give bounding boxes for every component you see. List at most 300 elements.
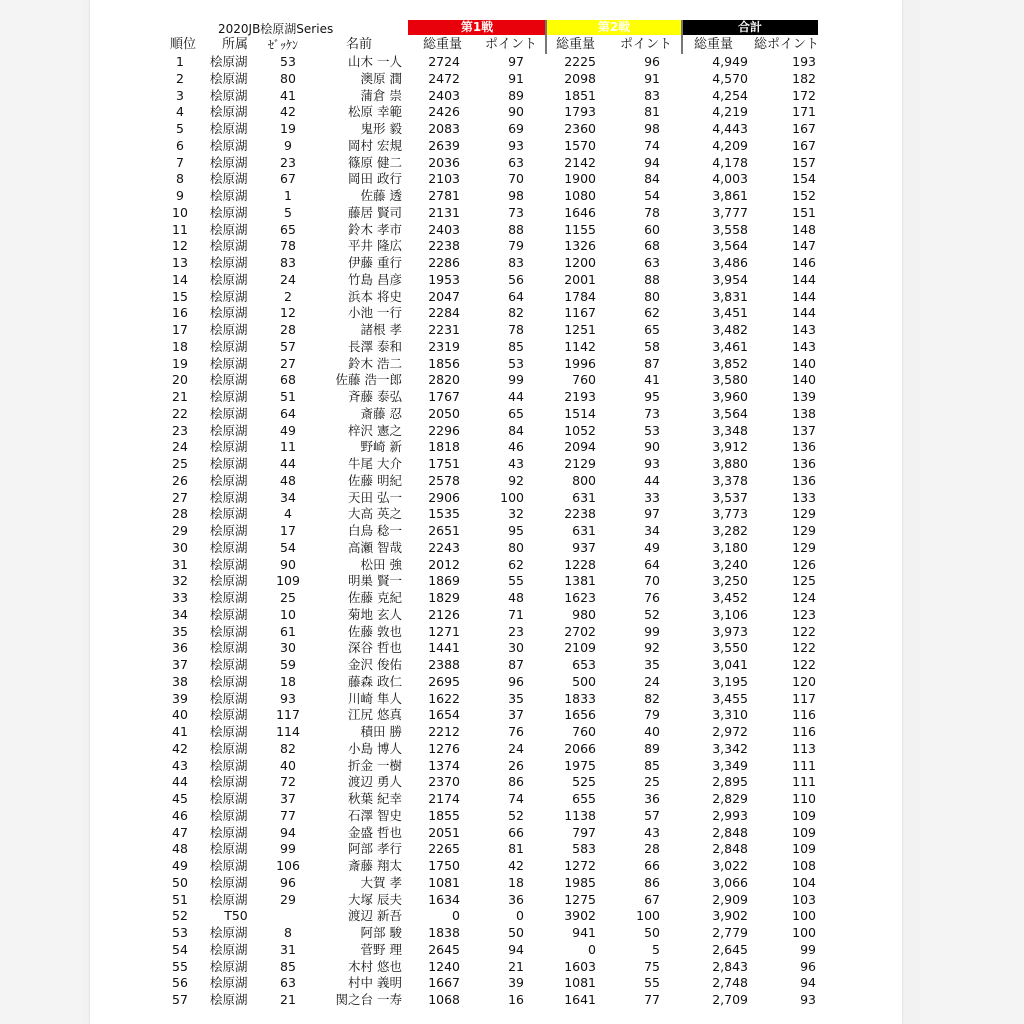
total-header: 合計 (682, 20, 818, 35)
name-cell: 浜本 将史 (348, 288, 402, 304)
round1-weight-cell: 2820 (428, 372, 460, 388)
total-weight-cell: 3,041 (712, 657, 748, 672)
rank-cell: 42 (172, 740, 188, 756)
round2-points-cell: 54 (644, 188, 660, 203)
round2-points-cell: 60 (644, 221, 660, 237)
rank-cell: 35 (172, 623, 188, 639)
round2-weight-cell: 631 (572, 489, 596, 505)
round2-points-cell: 78 (644, 204, 660, 220)
table-row (90, 289, 902, 306)
total-points-cell: 140 (792, 372, 816, 388)
round2-points-cell: 76 (644, 590, 660, 605)
round1-weight-cell: 1869 (428, 573, 460, 589)
bib-cell: 49 (280, 422, 296, 438)
total-points-cell: 100 (792, 925, 816, 940)
rank-cell: 19 (172, 355, 188, 371)
round2-weight-cell: 1833 (564, 690, 596, 706)
round2-points-cell: 33 (644, 489, 660, 505)
round2-weight-cell: 980 (572, 606, 596, 622)
round2-points-cell: 75 (644, 958, 660, 974)
table-row (90, 674, 902, 691)
total-points-cell: 113 (792, 740, 816, 756)
round2-points-cell: 34 (644, 523, 660, 538)
table-row (90, 724, 902, 741)
round1-weight-cell: 2403 (428, 87, 460, 103)
round2-weight-cell: 500 (572, 673, 596, 689)
rank-cell: 50 (172, 874, 188, 890)
total-weight-cell: 3,452 (712, 590, 748, 605)
round2-weight-cell: 1996 (564, 355, 596, 371)
bib-cell: 11 (280, 439, 296, 455)
table-row (90, 925, 902, 942)
table-row (90, 205, 902, 222)
round2-weight-cell: 1514 (564, 405, 596, 421)
name-cell: 白鳥 稔一 (348, 523, 402, 538)
bib-cell: 85 (280, 958, 296, 974)
name-cell: 折金 一樹 (348, 757, 402, 773)
total-weight-cell: 2,829 (712, 791, 748, 806)
club-cell: 桧原湖 (210, 958, 248, 974)
round1-points-cell: 92 (508, 472, 524, 488)
round1-weight-cell: 2781 (428, 188, 460, 203)
total-points-cell: 103 (792, 891, 816, 907)
name-cell: 梓沢 憲之 (348, 422, 402, 438)
total-points-cell: 124 (792, 590, 816, 605)
name-cell: 竹島 昌彦 (348, 271, 402, 287)
club-cell: 桧原湖 (210, 891, 248, 907)
club-cell: 桧原湖 (210, 405, 248, 421)
header-points1: ポイント (485, 37, 538, 52)
bib-cell: 34 (280, 489, 296, 505)
club-cell: 桧原湖 (210, 539, 248, 555)
total-weight-cell: 2,748 (712, 975, 748, 991)
bib-cell: 23 (280, 154, 296, 170)
total-weight-cell: 3,342 (712, 740, 748, 756)
total-weight-cell: 3,564 (712, 405, 748, 421)
column-divider (681, 20, 683, 54)
name-cell: 澳原 潤 (360, 70, 402, 86)
club-cell: 桧原湖 (210, 590, 248, 605)
round2-points-cell: 94 (644, 154, 660, 170)
name-cell: 佐藤 明紀 (348, 472, 402, 488)
table-row (90, 992, 902, 1009)
table-row (90, 356, 902, 373)
total-weight-cell: 3,349 (712, 757, 748, 773)
round2-weight-cell: 3902 (564, 908, 596, 924)
club-cell: 桧原湖 (210, 288, 248, 304)
round2-points-cell: 74 (644, 137, 660, 153)
bib-cell: 31 (280, 941, 296, 957)
round1-weight-cell: 2645 (428, 941, 460, 957)
club-cell: 桧原湖 (210, 338, 248, 354)
round1-weight-cell: 1750 (428, 858, 460, 873)
bib-cell: 94 (280, 824, 296, 840)
bib-cell: 9 (284, 137, 292, 153)
total-points-cell: 99 (800, 941, 816, 957)
club-cell: 桧原湖 (210, 271, 248, 287)
round1-weight-cell: 1068 (428, 992, 460, 1007)
round2-points-cell: 81 (644, 104, 660, 120)
total-weight-cell: 3,550 (712, 640, 748, 656)
round1-weight-cell: 2047 (428, 288, 460, 304)
round2-weight-cell: 2702 (564, 623, 596, 639)
rank-cell: 43 (172, 757, 188, 773)
total-points-cell: 136 (792, 456, 816, 471)
rank-cell: 32 (172, 573, 188, 589)
rank-cell: 38 (172, 673, 188, 689)
round2-weight-cell: 583 (572, 841, 596, 857)
bib-cell: 53 (280, 54, 296, 69)
round1-weight-cell: 2238 (428, 238, 460, 254)
club-cell: 桧原湖 (210, 858, 248, 873)
round2-points-cell: 96 (644, 54, 660, 69)
round1-weight-cell: 2265 (428, 841, 460, 857)
name-cell: 阿部 孝行 (348, 841, 402, 857)
club-cell: 桧原湖 (210, 774, 248, 790)
round2-points-cell: 85 (644, 757, 660, 773)
round2-points-cell: 91 (644, 70, 660, 86)
rank-cell: 48 (172, 841, 188, 857)
round1-points-cell: 95 (508, 523, 524, 538)
table-row (90, 305, 902, 322)
total-weight-cell: 3,106 (712, 606, 748, 622)
total-weight-cell: 3,378 (712, 472, 748, 488)
table-row (90, 875, 902, 892)
round2-points-cell: 44 (644, 472, 660, 488)
total-points-cell: 120 (792, 673, 816, 689)
name-cell: 明巣 賢一 (348, 573, 402, 589)
total-weight-cell: 4,219 (712, 104, 748, 120)
round2-points-cell: 52 (644, 606, 660, 622)
round1-points-cell: 56 (508, 271, 524, 287)
table-row (90, 975, 902, 992)
table-row (90, 339, 902, 356)
name-cell: 佐藤 浩一郎 (335, 372, 402, 388)
bib-cell: 24 (280, 271, 296, 287)
club-cell: 桧原湖 (210, 238, 248, 254)
round2-weight-cell: 760 (572, 724, 596, 739)
total-weight-cell: 3,240 (712, 556, 748, 572)
round1-points-cell: 35 (508, 690, 524, 706)
total-weight-cell: 3,455 (712, 690, 748, 706)
round1-points-cell: 84 (508, 422, 524, 438)
round2-points-cell: 35 (644, 657, 660, 672)
round1-points-cell: 93 (508, 137, 524, 153)
round2-points-cell: 53 (644, 422, 660, 438)
bib-cell: 19 (280, 121, 296, 136)
bib-cell: 40 (280, 757, 296, 773)
total-weight-cell: 3,461 (712, 338, 748, 354)
total-weight-cell: 3,282 (712, 523, 748, 538)
total-weight-cell: 2,709 (712, 992, 748, 1007)
round2-weight-cell: 1623 (564, 590, 596, 605)
bib-cell: 1 (284, 188, 292, 203)
name-cell: 渡辺 勇人 (348, 774, 402, 790)
round2-weight-cell: 1646 (564, 204, 596, 220)
round2-weight-cell: 525 (572, 774, 596, 790)
round1-weight-cell: 2243 (428, 539, 460, 555)
total-points-cell: 129 (792, 506, 816, 522)
round2-weight-cell: 0 (588, 941, 596, 957)
round1-points-cell: 89 (508, 87, 524, 103)
round2-points-cell: 58 (644, 338, 660, 354)
round1-points-cell: 69 (508, 121, 524, 136)
name-cell: 松田 強 (360, 556, 402, 572)
total-points-cell: 129 (792, 539, 816, 555)
name-cell: 大賀 孝 (360, 874, 402, 890)
total-points-cell: 108 (792, 858, 816, 873)
table-row (90, 825, 902, 842)
round2-weight-cell: 1326 (564, 238, 596, 254)
round1-weight-cell: 2578 (428, 472, 460, 488)
total-points-cell: 111 (792, 774, 816, 790)
total-points-cell: 104 (792, 874, 816, 890)
total-points-cell: 146 (792, 255, 816, 270)
bib-cell: 48 (280, 472, 296, 488)
bib-cell: 64 (280, 405, 296, 421)
club-cell: 桧原湖 (210, 472, 248, 488)
round2-points-cell: 87 (644, 355, 660, 371)
rank-cell: 31 (172, 556, 188, 572)
round2-points-cell: 79 (644, 707, 660, 723)
results-sheet (90, 0, 902, 1024)
total-weight-cell: 3,777 (712, 204, 748, 220)
table-row (90, 54, 902, 71)
bib-cell: 44 (280, 456, 296, 471)
round1-weight-cell: 2286 (428, 255, 460, 270)
round2-weight-cell: 1656 (564, 707, 596, 723)
round1-points-cell: 100 (500, 489, 524, 505)
name-cell: 岡田 政行 (348, 171, 402, 187)
rank-cell: 12 (172, 238, 188, 254)
bib-cell: 37 (280, 791, 296, 806)
round1-weight-cell: 1818 (428, 439, 460, 455)
bib-cell: 83 (280, 255, 296, 270)
round2-weight-cell: 2094 (564, 439, 596, 455)
total-weight-cell: 4,178 (712, 154, 748, 170)
round2-weight-cell: 1900 (564, 171, 596, 187)
round1-weight-cell: 2051 (428, 824, 460, 840)
bib-cell: 5 (284, 204, 292, 220)
name-cell: 石澤 智史 (348, 807, 402, 823)
total-weight-cell: 3,066 (712, 874, 748, 890)
rank-cell: 54 (172, 941, 188, 957)
round1-points-cell: 46 (508, 439, 524, 455)
round1-points-cell: 23 (508, 623, 524, 639)
rank-cell: 17 (172, 322, 188, 337)
round1-points-cell: 36 (508, 891, 524, 907)
total-points-cell: 116 (792, 707, 816, 723)
round1-weight-cell: 2126 (428, 606, 460, 622)
total-points-cell: 110 (792, 791, 816, 806)
round2-weight-cell: 2360 (564, 121, 596, 136)
club-cell: 桧原湖 (210, 975, 248, 991)
round2-points-cell: 95 (644, 389, 660, 404)
results-table (90, 54, 902, 1009)
round1-weight-cell: 1667 (428, 975, 460, 991)
bib-cell: 51 (280, 389, 296, 404)
round1-points-cell: 62 (508, 556, 524, 572)
total-weight-cell: 3,954 (712, 271, 748, 287)
bib-cell: 8 (284, 925, 292, 940)
round2-weight-cell: 1251 (564, 322, 596, 337)
table-row (90, 255, 902, 272)
table-row (90, 406, 902, 423)
rank-cell: 56 (172, 975, 188, 991)
table-row (90, 523, 902, 540)
round1-points-cell: 32 (508, 506, 524, 522)
bib-cell: 12 (280, 305, 296, 321)
rank-cell: 15 (172, 288, 188, 304)
table-row (90, 590, 902, 607)
total-weight-cell: 3,180 (712, 539, 748, 555)
header-club: 所属 (222, 37, 249, 52)
table-row (90, 71, 902, 88)
round1-weight-cell: 1081 (428, 874, 460, 890)
club-cell: 桧原湖 (210, 874, 248, 890)
total-points-cell: 129 (792, 523, 816, 538)
bib-cell: 80 (280, 70, 296, 86)
name-cell: 平井 隆広 (348, 238, 402, 254)
table-row (90, 624, 902, 641)
club-cell: 桧原湖 (210, 757, 248, 773)
name-cell: 金沢 俊佑 (348, 657, 402, 672)
table-row (90, 473, 902, 490)
round1-weight-cell: 2906 (428, 489, 460, 505)
total-weight-cell: 4,209 (712, 137, 748, 153)
name-cell: 鈴木 孝市 (348, 221, 402, 237)
round2-weight-cell: 1228 (564, 556, 596, 572)
club-cell: 桧原湖 (210, 54, 248, 69)
round2-weight-cell: 2142 (564, 154, 596, 170)
total-points-cell: 152 (792, 188, 816, 203)
round2-weight-cell: 2066 (564, 740, 596, 756)
bib-cell: 61 (280, 623, 296, 639)
rank-cell: 40 (172, 707, 188, 723)
round1-weight-cell: 2388 (428, 657, 460, 672)
header-total-weight: 総重量 (694, 37, 734, 52)
total-weight-cell: 4,254 (712, 87, 748, 103)
table-row (90, 238, 902, 255)
round2-weight-cell: 1052 (564, 422, 596, 438)
name-cell: 野崎 新 (360, 439, 402, 455)
round2-points-cell: 28 (644, 841, 660, 857)
table-row (90, 942, 902, 959)
total-weight-cell: 3,537 (712, 489, 748, 505)
round2-points-cell: 43 (644, 824, 660, 840)
name-cell: 高瀬 智哉 (348, 539, 402, 555)
round1-weight-cell: 1374 (428, 757, 460, 773)
total-weight-cell: 3,451 (712, 305, 748, 321)
round2-points-cell: 64 (644, 556, 660, 572)
round1-points-cell: 43 (508, 456, 524, 471)
bib-cell: 90 (280, 556, 296, 572)
round1-points-cell: 53 (508, 355, 524, 371)
table-row (90, 389, 902, 406)
round1-points-cell: 66 (508, 824, 524, 840)
club-cell: 桧原湖 (210, 439, 248, 455)
header-name: 名前 (346, 37, 373, 52)
round1-weight-cell: 1441 (428, 640, 460, 656)
table-row (90, 121, 902, 138)
total-points-cell: 123 (792, 606, 816, 622)
club-cell: 桧原湖 (210, 506, 248, 522)
round2-weight-cell: 1142 (564, 338, 596, 354)
round2-weight-cell: 2109 (564, 640, 596, 656)
table-row (90, 138, 902, 155)
round1-weight-cell: 1271 (428, 623, 460, 639)
round2-points-cell: 49 (644, 539, 660, 555)
round2-points-cell: 92 (644, 640, 660, 656)
column-divider (545, 20, 547, 54)
round2-weight-cell: 1381 (564, 573, 596, 589)
total-weight-cell: 2,645 (712, 941, 748, 957)
total-weight-cell: 3,973 (712, 623, 748, 639)
bib-cell: 117 (276, 707, 300, 723)
round2-weight-cell: 1155 (564, 221, 596, 237)
rank-cell: 33 (172, 590, 188, 605)
total-weight-cell: 3,348 (712, 422, 748, 438)
round2-weight-cell: 1570 (564, 137, 596, 153)
total-points-cell: 137 (792, 422, 816, 438)
round2-points-cell: 5 (652, 941, 660, 957)
rank-cell: 53 (172, 925, 188, 940)
round2-weight-cell: 1272 (564, 858, 596, 873)
total-points-cell: 144 (792, 305, 816, 321)
total-weight-cell: 3,558 (712, 221, 748, 237)
round2-weight-cell: 1985 (564, 874, 596, 890)
round1-points-cell: 65 (508, 405, 524, 421)
round2-points-cell: 41 (644, 372, 660, 388)
round2-weight-cell: 1275 (564, 891, 596, 907)
round1-weight-cell: 2370 (428, 774, 460, 790)
round2-header: 第2戦 (546, 20, 682, 35)
total-points-cell: 96 (800, 958, 816, 974)
name-cell: 深谷 哲也 (348, 640, 402, 656)
round1-points-cell: 97 (508, 54, 524, 69)
round1-points-cell: 82 (508, 305, 524, 321)
name-cell: 佐藤 透 (360, 188, 402, 203)
round1-weight-cell: 1654 (428, 707, 460, 723)
club-cell: 桧原湖 (210, 104, 248, 120)
round1-points-cell: 0 (516, 908, 524, 924)
round1-points-cell: 74 (508, 791, 524, 806)
rank-cell: 29 (172, 523, 188, 538)
club-cell: 桧原湖 (210, 322, 248, 337)
total-weight-cell: 4,003 (712, 171, 748, 187)
round2-weight-cell: 1793 (564, 104, 596, 120)
club-cell: 桧原湖 (210, 807, 248, 823)
round2-points-cell: 88 (644, 271, 660, 287)
bib-cell: 93 (280, 690, 296, 706)
table-row (90, 657, 902, 674)
table-row (90, 607, 902, 624)
round1-header: 第1戦 (408, 20, 546, 35)
total-points-cell: 136 (792, 439, 816, 455)
round2-weight-cell: 797 (572, 824, 596, 840)
round1-points-cell: 39 (508, 975, 524, 991)
name-cell: 篠原 健二 (348, 154, 402, 170)
round2-points-cell: 25 (644, 774, 660, 790)
name-cell: 藤居 賢司 (348, 204, 402, 220)
round1-points-cell: 24 (508, 740, 524, 756)
table-row (90, 155, 902, 172)
name-cell: 菊地 玄人 (348, 606, 402, 622)
total-points-cell: 182 (792, 70, 816, 86)
total-weight-cell: 3,960 (712, 389, 748, 404)
total-points-cell: 111 (792, 757, 816, 773)
round2-points-cell: 99 (644, 623, 660, 639)
